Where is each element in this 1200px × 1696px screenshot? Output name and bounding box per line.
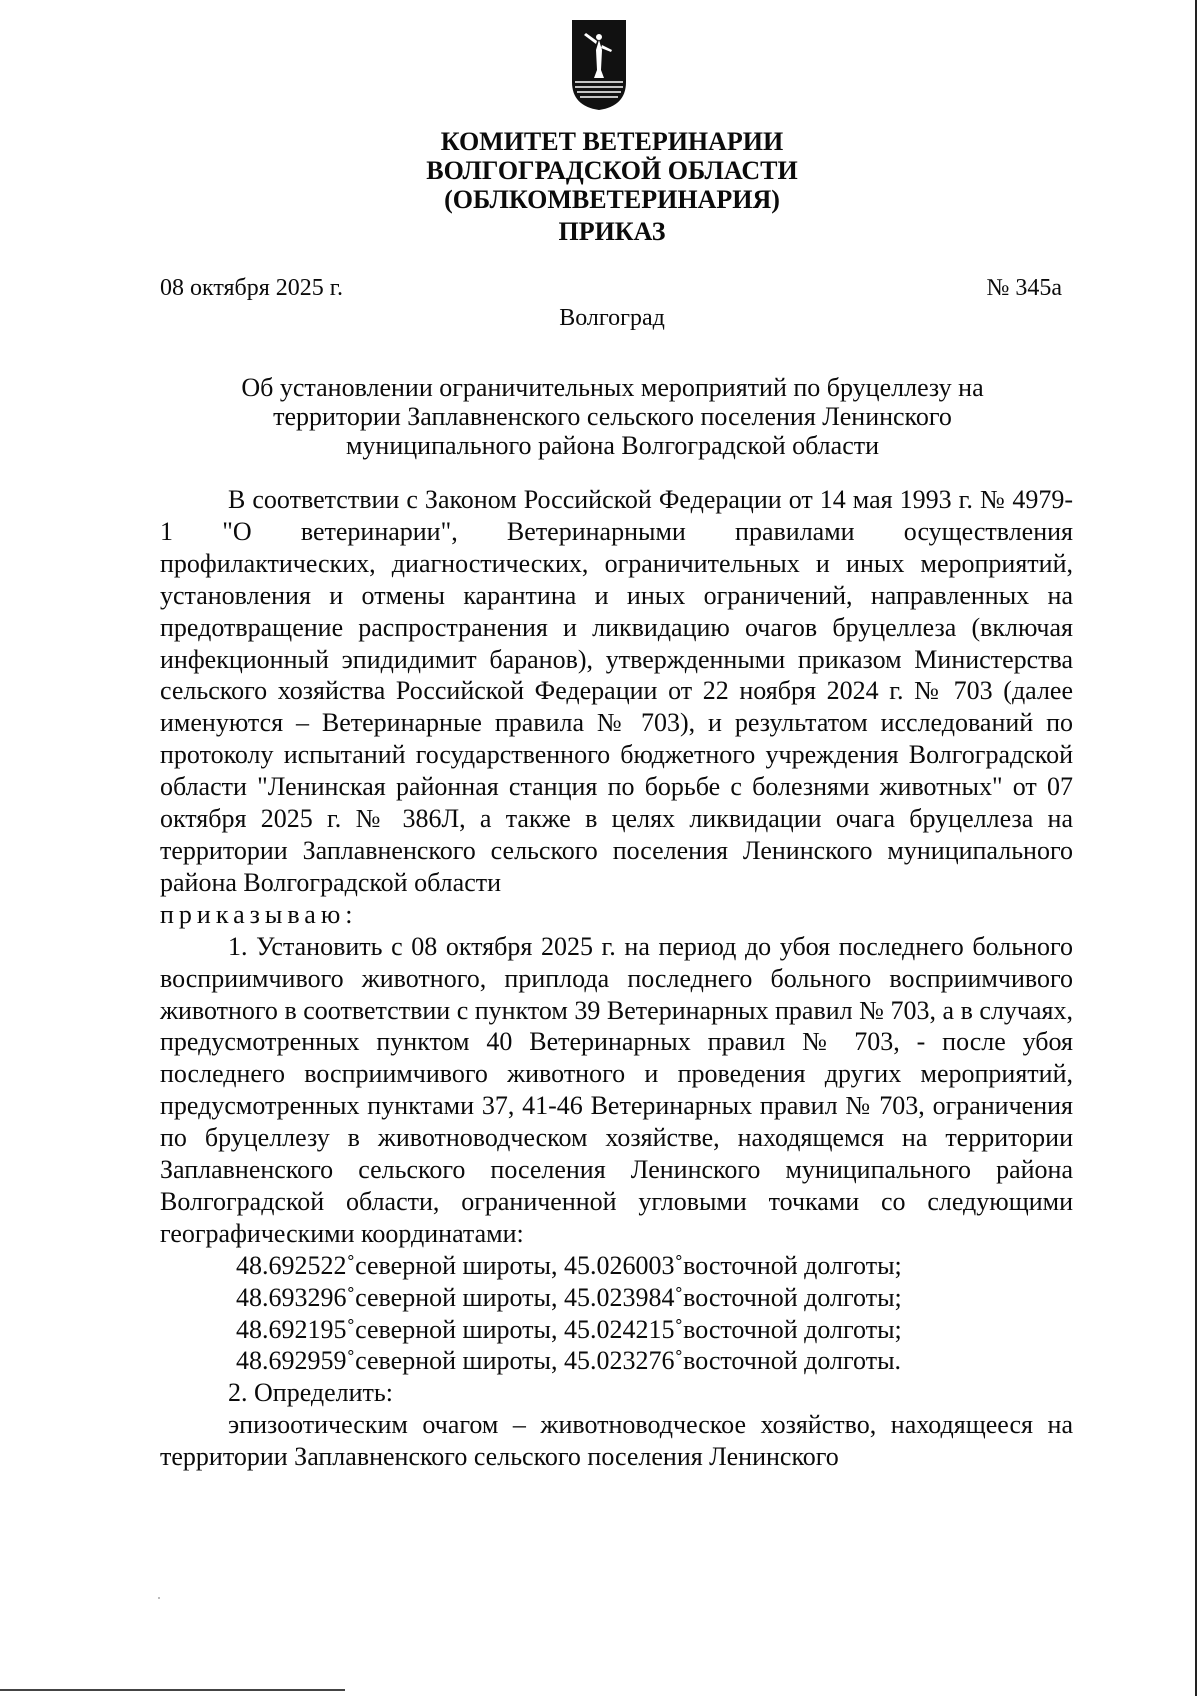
item-2-paragraph: эпизоотическим очагом – животноводческое хозяйство, находящееся на территории Заплавненского сельского поселения Ленинского: [160, 1410, 1073, 1472]
organization-line: ВОЛГОГРАДСКОЙ ОБЛАСТИ: [426, 156, 798, 185]
page-edge-right: [1195, 0, 1197, 1696]
coordinate-line: 48.692522˚северной широты, 45.026003˚восточной долготы;: [236, 1250, 902, 1280]
subject-line: территории Заплавненского сельского поселения Ленинского: [273, 402, 952, 431]
coordinate-line: 48.692959˚северной широты, 45.023276˚восточной долготы.: [236, 1346, 902, 1376]
page-edge-bottom: [0, 1689, 345, 1691]
document-number: № 345а: [986, 275, 1062, 301]
subject-line: Об установлении ограничительных мероприятий по бруцеллезу на: [241, 373, 984, 402]
organization-line: (ОБЛКОМВЕТЕРИНАРИЯ): [444, 185, 780, 214]
subject-line: муниципального района Волгоградской области: [345, 431, 880, 460]
document-body: [160, 484, 1073, 1473]
item-1-paragraph: 1. Установить с 08 октября 2025 г. на период до убоя последнего больного восприимчивого животного, приплода последнего больного восприимчивого животного в соответствии с пунктом 39 Ветеринарных правил № 703, а в случаях, предусмотренных пунктом 40 Ветеринарных правил № 703, - после убоя последнего восприимчивого животного и проведения других мероприятий, предусмотренных пунктами 37, 41-46 Ветеринарных правил № 703, ограничения по бруцеллезу в животноводческом хозяйстве, находящемся на территории Заплавненского сельского поселения Ленинского муниципального района Волгоградской области, ограниченной угловыми точками со следующими географическими координатами:: [160, 931, 1073, 1248]
organization-line: КОМИТЕТ ВЕТЕРИНАРИИ: [440, 127, 784, 156]
preamble-paragraph: В соответствии с Законом Российской Федерации от 14 мая 1993 г. № 4979-1 "О ветеринарии", Ветеринарными правилами осуществления профилактических, диагностических, ограничительных и иных мероприятий, установления и отмены карантина и иных ограничений, направленных на предотвращение распространения и ликвидацию очагов бруцеллеза (включая инфекционный эпидидимит баранов), утвержденными приказом Министерства сельского хозяйства Российской Федерации от 22 ноября 2024 г. № 703 (далее именуются – Ветеринарные правила № 703), и результатом исследований по протоколу испытаний государственного бюджетного учреждения Волгоградской области "Ленинская районная станция по борьбе с болезнями животных" от 07 октября 2025 г. № 386Л, а также в целях ликвидации очага бруцеллеза на территории Заплавненского сельского поселения Ленинского муниципального района Волгоградской области: [160, 485, 1073, 897]
scan-speck: [158, 1597, 160, 1599]
document-date: 08 октября 2025 г.: [160, 275, 343, 301]
organization-name: [0, 127, 1200, 214]
item-2-heading: 2. Определить:: [228, 1378, 393, 1408]
coordinate-line: 48.693296˚северной широты, 45.023984˚восточной долготы;: [236, 1282, 902, 1312]
volgograd-emblem-icon: [572, 20, 626, 110]
coordinate-line: 48.692195˚северной широты, 45.024215˚восточной долготы;: [236, 1314, 902, 1344]
order-word: приказываю:: [160, 899, 358, 929]
document-type: ПРИКАЗ: [558, 217, 666, 246]
document-city: Волгоград: [559, 305, 665, 331]
document-subject: [160, 373, 1065, 460]
